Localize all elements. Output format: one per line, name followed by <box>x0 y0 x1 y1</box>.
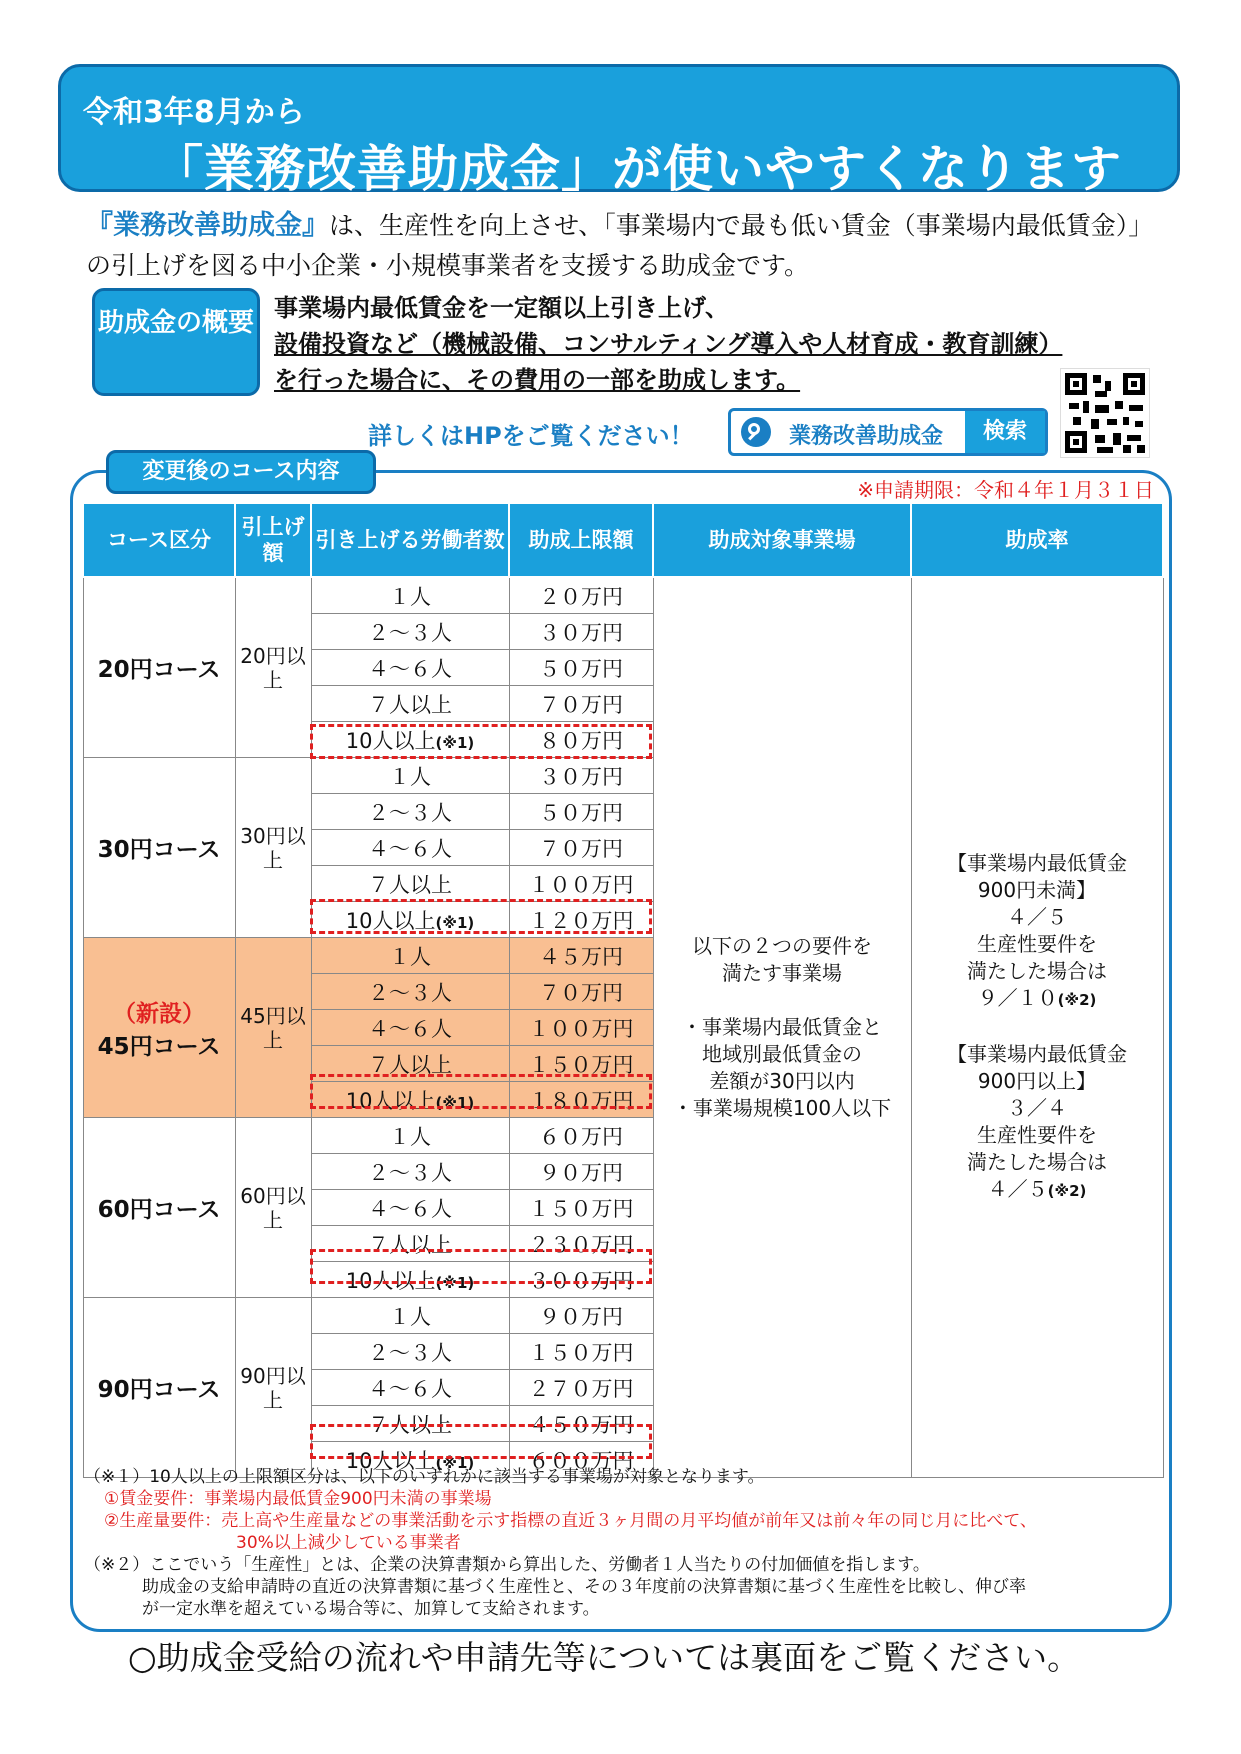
highlight-box <box>310 1074 652 1109</box>
workers-count: １人 <box>389 764 431 789</box>
rate-line: 【事業場内最低賃金 <box>947 851 1127 875</box>
workers-count: 10人以上 <box>345 908 436 933</box>
rate-cell <box>911 577 1163 1478</box>
workers-cell <box>311 1370 509 1406</box>
highlight-box <box>310 724 652 759</box>
footnotes <box>84 1466 1164 1620</box>
qr-finder-icon <box>1065 431 1087 453</box>
workers-count: ７人以上 <box>368 692 452 717</box>
note-2-mark: (※2) <box>1047 1182 1087 1200</box>
limit-amount: １５０万円 <box>509 1334 653 1370</box>
limit-amount: ７０万円 <box>509 686 653 722</box>
header-workers: 引き上げる労働者数 <box>311 503 509 577</box>
limit-amount: １５０万円 <box>509 1046 653 1082</box>
limit-amount: ２３０万円 <box>509 1226 653 1262</box>
limit-amount: ７０万円 <box>509 974 653 1010</box>
footnote-1b: ②生産量要件：売上高や生産量などの事業活動を示す指標の直近３ヶ月間の月平均値が前年又は前々年の同じ月に比べて、 <box>104 1511 1037 1531</box>
workers-count: ２～３人 <box>368 1160 452 1185</box>
limit-amount: １００万円 <box>509 866 653 902</box>
search-keyword: 業務改善助成金 <box>789 424 944 449</box>
limit-amount: ２０万円 <box>509 577 653 614</box>
search-button[interactable]: 検索 <box>965 411 1045 453</box>
overview-text <box>274 290 1174 398</box>
limit-amount: ６００万円 <box>509 1442 653 1478</box>
workers-count: 10人以上 <box>345 1268 436 1293</box>
banner-title: 「業務改善助成金」が使いやすくなります <box>153 140 1122 198</box>
rate-line: ９／１０ <box>977 986 1058 1010</box>
intro-text: は、生産性を向上させ、「事業場内で最も低い賃金（事業場内最低賃金）」の引上げを図る中小企業・小規模事業者を支援する助成金です。 <box>86 211 1154 280</box>
workers-cell <box>311 614 509 650</box>
target-line: ・事業場規模100人以下 <box>672 1096 892 1120</box>
search-box[interactable] <box>728 408 1048 456</box>
workers-cell <box>311 1118 509 1154</box>
workers-count: １人 <box>389 584 431 609</box>
limit-amount: ３０万円 <box>509 614 653 650</box>
workers-cell <box>311 866 509 902</box>
workers-cell <box>311 1298 509 1334</box>
limit-amount: １００万円 <box>509 1010 653 1046</box>
raise-amount: 20円以上 <box>235 577 311 758</box>
overview-line-2: 設備投資など（機械設備、コンサルティング導入や人材育成・教育訓練） <box>274 330 1063 358</box>
rate-line: 【事業場内最低賃金 <box>947 1042 1127 1066</box>
table-header-row <box>83 503 1163 577</box>
course-section-tab: 変更後のコース内容 <box>106 450 376 494</box>
course-name-cell <box>83 577 235 758</box>
target-cell <box>653 577 911 1478</box>
rate-line: 満たした場合は <box>967 1150 1107 1174</box>
rate-line: 生産性要件を <box>977 932 1097 956</box>
qr-finder-icon <box>1065 373 1087 395</box>
overview-line-3: を行った場合に、その費用の一部を助成します。 <box>274 366 801 394</box>
workers-count: ４～６人 <box>368 1376 452 1401</box>
limit-amount: ５０万円 <box>509 650 653 686</box>
overview-line-1: 事業場内最低賃金を一定額以上引き上げ、 <box>274 294 730 322</box>
intro-highlight: 『業務改善助成金』 <box>86 210 329 241</box>
workers-cell <box>311 1010 509 1046</box>
highlight-box <box>310 1424 652 1459</box>
workers-count: １人 <box>389 944 431 969</box>
limit-amount: ４５万円 <box>509 938 653 974</box>
target-line: ・事業場内最低賃金と <box>682 1015 882 1039</box>
workers-cell <box>311 1334 509 1370</box>
course-name-cell <box>83 938 235 1118</box>
hp-guide-text: 詳しくはHPをご覧ください！ <box>368 422 694 450</box>
course-name-cell <box>83 758 235 938</box>
course-name: 45円コース <box>97 1033 221 1060</box>
bottom-note: ○助成金受給の流れや申請先等については裏面をご覧ください。 <box>128 1638 1081 1677</box>
footnote-1: （※１）10人以上の上限額区分は、以下のいずれかに該当する事業場が対象となります。 <box>84 1467 765 1487</box>
workers-count: ２～３人 <box>368 800 452 825</box>
table-row <box>83 577 1163 614</box>
workers-count: ２～３人 <box>368 1340 452 1365</box>
limit-amount: ６０万円 <box>509 1118 653 1154</box>
intro-paragraph <box>86 206 1166 286</box>
course-name: 60円コース <box>97 1197 221 1223</box>
header-target: 助成対象事業場 <box>653 503 911 577</box>
rate-line: 900円以上】 <box>977 1069 1097 1093</box>
course-name: 30円コース <box>97 837 221 863</box>
rate-line: 900円未満】 <box>977 878 1097 902</box>
raise-amount: 90円以上 <box>235 1298 311 1478</box>
workers-count: ７人以上 <box>368 1052 452 1077</box>
limit-amount: １８０万円 <box>509 1082 653 1118</box>
new-course-tag: （新設） <box>113 1000 205 1027</box>
target-line: 満たす事業場 <box>722 961 842 985</box>
highlight-box <box>310 899 652 934</box>
course-name: 20円コース <box>97 657 221 683</box>
workers-cell <box>311 938 509 974</box>
limit-amount: ３００万円 <box>509 1262 653 1298</box>
qr-finder-icon <box>1123 373 1145 395</box>
header-rate: 助成率 <box>911 503 1163 577</box>
footnote-2a: 助成金の支給申請時の直近の決算書類に基づく生産性と、その３年度前の決算書類に基づく生産性を比較し、伸び率 <box>142 1577 1026 1597</box>
rate-line: ４／５ <box>1007 905 1067 929</box>
target-line: 以下の２つの要件を <box>692 934 872 958</box>
course-name: 90円コース <box>97 1377 221 1403</box>
highlight-box <box>310 1249 652 1284</box>
workers-count: ４～６人 <box>368 1196 452 1221</box>
footnote-1b-cont: 30%以上減少している事業者 <box>236 1533 461 1553</box>
search-icon <box>741 417 771 447</box>
workers-count: 10人以上 <box>345 1088 436 1113</box>
note-1-mark: (※1) <box>435 1093 475 1112</box>
limit-amount: ５０万円 <box>509 794 653 830</box>
footnote-2b: が一定水準を超えている場合等に、加算して支給されます。 <box>142 1599 600 1619</box>
workers-cell <box>311 650 509 686</box>
workers-count: ４～６人 <box>368 656 452 681</box>
target-line: 地域別最低賃金の <box>702 1042 862 1066</box>
header-raise: 引上げ額 <box>235 503 311 577</box>
limit-amount: ９０万円 <box>509 1154 653 1190</box>
rate-line: 満たした場合は <box>967 959 1107 983</box>
title-banner <box>58 64 1180 198</box>
footnote-1a: ①賃金要件：事業場内最低賃金900円未満の事業場 <box>104 1489 492 1509</box>
rate-line: ３／４ <box>1007 1096 1067 1120</box>
course-table <box>82 502 1164 1478</box>
workers-cell <box>311 686 509 722</box>
rate-line: ４／５ <box>987 1177 1048 1201</box>
course-name-cell <box>83 1118 235 1298</box>
application-deadline: ※申請期限：令和４年１月３１日 <box>857 478 1154 502</box>
raise-amount: 45円以上 <box>235 938 311 1118</box>
target-line: 差額が30円以内 <box>709 1069 855 1093</box>
workers-cell <box>311 974 509 1010</box>
workers-count: ２～３人 <box>368 620 452 645</box>
workers-count: ２～３人 <box>368 980 452 1005</box>
limit-amount: １５０万円 <box>509 1190 653 1226</box>
workers-count: 10人以上 <box>345 728 436 753</box>
workers-cell <box>311 1190 509 1226</box>
overview-badge: 助成金の概要 <box>92 288 260 396</box>
workers-count: ４～６人 <box>368 1016 452 1041</box>
rate-line: 生産性要件を <box>977 1123 1097 1147</box>
note-1-mark: (※1) <box>435 1453 475 1472</box>
limit-amount: ９０万円 <box>509 1298 653 1334</box>
footnote-2: （※２）ここでいう「生産性」とは、企業の決算書類から算出した、労働者１人当たりの付加価値を指します。 <box>84 1555 930 1575</box>
workers-count: 10人以上 <box>345 1448 436 1473</box>
note-1-mark: (※1) <box>435 913 475 932</box>
limit-amount: ４５０万円 <box>509 1406 653 1442</box>
raise-amount: 60円以上 <box>235 1118 311 1298</box>
qr-code-icon[interactable] <box>1060 368 1150 458</box>
limit-amount: １２０万円 <box>509 902 653 938</box>
workers-cell <box>311 577 509 614</box>
workers-count: ７人以上 <box>368 872 452 897</box>
workers-count: ４～６人 <box>368 836 452 861</box>
limit-amount: ２７０万円 <box>509 1370 653 1406</box>
workers-count: ７人以上 <box>368 1232 452 1257</box>
note-1-mark: (※1) <box>435 733 475 752</box>
header-limit: 助成上限額 <box>509 503 653 577</box>
workers-cell <box>311 830 509 866</box>
limit-amount: ７０万円 <box>509 830 653 866</box>
limit-amount: ３０万円 <box>509 758 653 794</box>
course-name-cell <box>83 1298 235 1478</box>
workers-cell <box>311 758 509 794</box>
workers-count: １人 <box>389 1124 431 1149</box>
workers-cell <box>311 1154 509 1190</box>
note-1-mark: (※1) <box>435 1273 475 1292</box>
limit-amount: ８０万円 <box>509 722 653 758</box>
header-course: コース区分 <box>83 503 235 577</box>
banner-subtitle: 令和3年8月から <box>83 95 305 130</box>
raise-amount: 30円以上 <box>235 758 311 938</box>
workers-cell <box>311 794 509 830</box>
note-2-mark: (※2) <box>1057 991 1097 1009</box>
workers-count: ７人以上 <box>368 1412 452 1437</box>
workers-count: １人 <box>389 1304 431 1329</box>
